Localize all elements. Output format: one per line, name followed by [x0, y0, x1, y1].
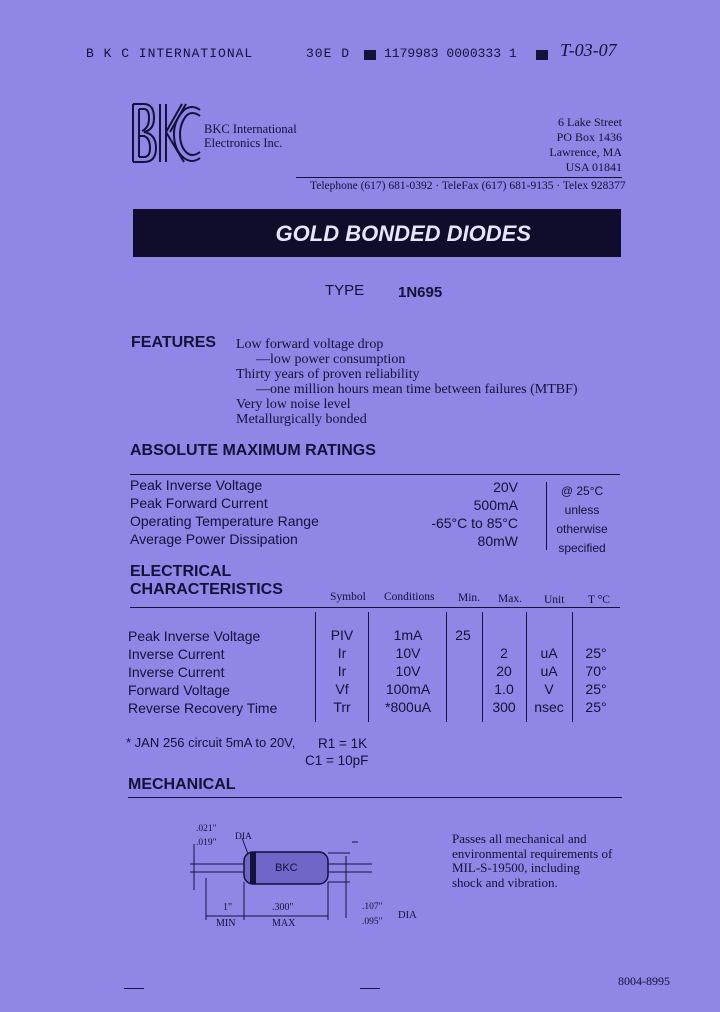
dia-label-1: DIA — [235, 832, 252, 842]
title-band — [133, 209, 621, 257]
mechanical-line: Passes all mechanical and — [452, 831, 587, 846]
rating-value: 80mW — [477, 533, 518, 549]
dia-label-2: DIA — [398, 910, 417, 921]
header-code: 30E D — [306, 46, 351, 61]
col-temp: T °C — [588, 594, 610, 606]
table-row — [128, 699, 620, 717]
electrical-table — [128, 627, 620, 717]
col-max: Max. — [498, 593, 522, 605]
row-cond: 1mA — [393, 627, 423, 643]
rating-label: Operating Temperature Range — [130, 513, 319, 529]
barcode-block-1 — [364, 46, 376, 62]
row-temp: 25° — [585, 645, 607, 661]
rating-value: -65°C to 85°C — [431, 515, 518, 531]
row-symbol: Ir — [337, 645, 347, 661]
row-label: Inverse Current — [128, 646, 225, 662]
type-label: TYPE — [325, 282, 365, 299]
feature-item: Low forward voltage drop — [236, 337, 384, 352]
feature-item: —low power consumption — [256, 352, 406, 367]
address-line: 6 Lake Street — [558, 115, 622, 129]
body-label: BKC — [275, 862, 298, 874]
row-symbol: Vf — [335, 681, 349, 697]
table-row — [128, 645, 620, 663]
row-unit: nsec — [534, 699, 564, 715]
rating-value: 20V — [493, 479, 518, 495]
ratings-labels — [130, 476, 319, 548]
footnote: * JAN 256 circuit 5mA to 20V, — [126, 735, 296, 750]
company-line-1: BKC International — [204, 122, 297, 136]
col-unit: Unit — [544, 594, 565, 606]
row-max: 1.0 — [494, 681, 514, 697]
mechanical-line: shock and vibration. — [452, 874, 558, 890]
row-label: Inverse Current — [128, 664, 225, 680]
row-temp: 70° — [585, 663, 607, 679]
row-cond: 10V — [395, 663, 421, 679]
row-unit: uA — [540, 663, 558, 679]
company-name — [204, 122, 297, 150]
type-value: 1N695 — [398, 284, 443, 301]
row-temp: 25° — [585, 699, 607, 715]
row-min: 25 — [455, 627, 471, 643]
company-address — [549, 115, 622, 175]
table-row — [128, 663, 620, 681]
footnote-r1: R1 = 1K — [318, 736, 368, 751]
row-max: 2 — [500, 645, 508, 661]
features-list — [236, 337, 578, 427]
header-number: 1179983 0000333 1 — [384, 46, 517, 61]
barcode-block-2 — [536, 46, 548, 62]
mechanical-line: MIL-S-19500, including — [452, 860, 580, 875]
address-line: USA 01841 — [565, 160, 622, 174]
rating-note: specified — [558, 541, 606, 555]
row-unit: V — [544, 681, 554, 697]
col-symbol: Symbol — [330, 591, 366, 603]
rating-label: Peak Forward Current — [130, 495, 268, 511]
body-dia-max: .107" — [362, 902, 383, 912]
feature-item: —one million hours mean time between failures (MTBF) — [256, 382, 578, 397]
electrical-heading — [130, 563, 283, 599]
col-min: Min. — [458, 592, 481, 604]
ratings-notes — [552, 482, 612, 558]
feature-item: Thirty years of proven reliability — [236, 367, 420, 382]
lead-length-min: MIN — [216, 918, 236, 929]
feature-item: Very low noise level — [236, 397, 351, 412]
mechanical-line: environmental requirements of — [452, 845, 613, 861]
feature-item: Metallurgically bonded — [236, 412, 367, 427]
diode-drawing — [186, 820, 416, 932]
mechanical-text — [452, 832, 612, 890]
rating-note: @ 25°C — [560, 484, 604, 498]
lead-length: 1" — [223, 902, 233, 913]
body-dia-min: .095" — [362, 917, 383, 927]
rating-value: 500mA — [473, 497, 518, 513]
footer-mark — [124, 988, 144, 989]
rating-label: Average Power Dissipation — [130, 531, 298, 547]
mechanical-heading: MECHANICAL — [128, 776, 236, 793]
ratings-values — [400, 478, 518, 550]
footnote-c1: C1 = 10pF — [305, 753, 369, 768]
col-conditions: Conditions — [384, 591, 435, 603]
row-cond: 100mA — [385, 681, 431, 697]
row-label: Forward Voltage — [128, 682, 230, 698]
doc-number: 8004-8995 — [618, 974, 670, 988]
electrical-heading-2: CHARACTERISTICS — [130, 581, 283, 598]
company-line-2: Electronics Inc. — [204, 136, 283, 150]
rating-note: unless — [564, 503, 600, 517]
row-temp: 25° — [585, 681, 607, 697]
letterhead-rule — [296, 177, 622, 178]
lead-dia-min: .019" — [196, 838, 217, 848]
row-symbol: Ir — [337, 663, 347, 679]
row-max: 20 — [496, 663, 512, 679]
row-unit: uA — [540, 645, 558, 661]
ratings-rule — [130, 474, 620, 475]
rating-note: otherwise — [556, 522, 608, 536]
electrical-rule — [130, 607, 620, 608]
row-cond: 10V — [395, 645, 421, 661]
header-company: B K C INTERNATIONAL — [86, 46, 254, 61]
body-length: .300" — [272, 902, 294, 913]
body-length-max: MAX — [272, 918, 296, 929]
row-label: Peak Inverse Voltage — [128, 628, 261, 644]
lead-dia-max: .021" — [196, 824, 217, 834]
page-title: GOLD BONDED DIODES — [275, 221, 531, 246]
rating-label: Peak Inverse Voltage — [130, 477, 263, 493]
address-line: PO Box 1436 — [556, 130, 622, 144]
handwritten-code: T-03-07 — [560, 40, 617, 60]
ratings-divider — [546, 482, 547, 550]
bkc-logo — [130, 100, 202, 166]
address-line: Lawrence, MA — [549, 145, 622, 159]
footer-mark — [360, 988, 380, 989]
table-row — [128, 627, 620, 645]
electrical-heading-1: ELECTRICAL — [130, 563, 232, 580]
row-cond: *800uA — [385, 699, 431, 715]
ratings-heading: ABSOLUTE MAXIMUM RATINGS — [130, 442, 376, 459]
table-row — [128, 681, 620, 699]
row-label: Reverse Recovery Time — [128, 700, 278, 716]
row-symbol: PIV — [330, 627, 354, 643]
mechanical-rule — [128, 797, 622, 798]
row-max: 300 — [492, 699, 516, 715]
row-symbol: Trr — [333, 699, 351, 715]
contact-line: Telephone (617) 681-0392 · TeleFax (617) 681-9135 · Telex 928377 — [310, 180, 626, 192]
features-heading: FEATURES — [131, 334, 217, 351]
